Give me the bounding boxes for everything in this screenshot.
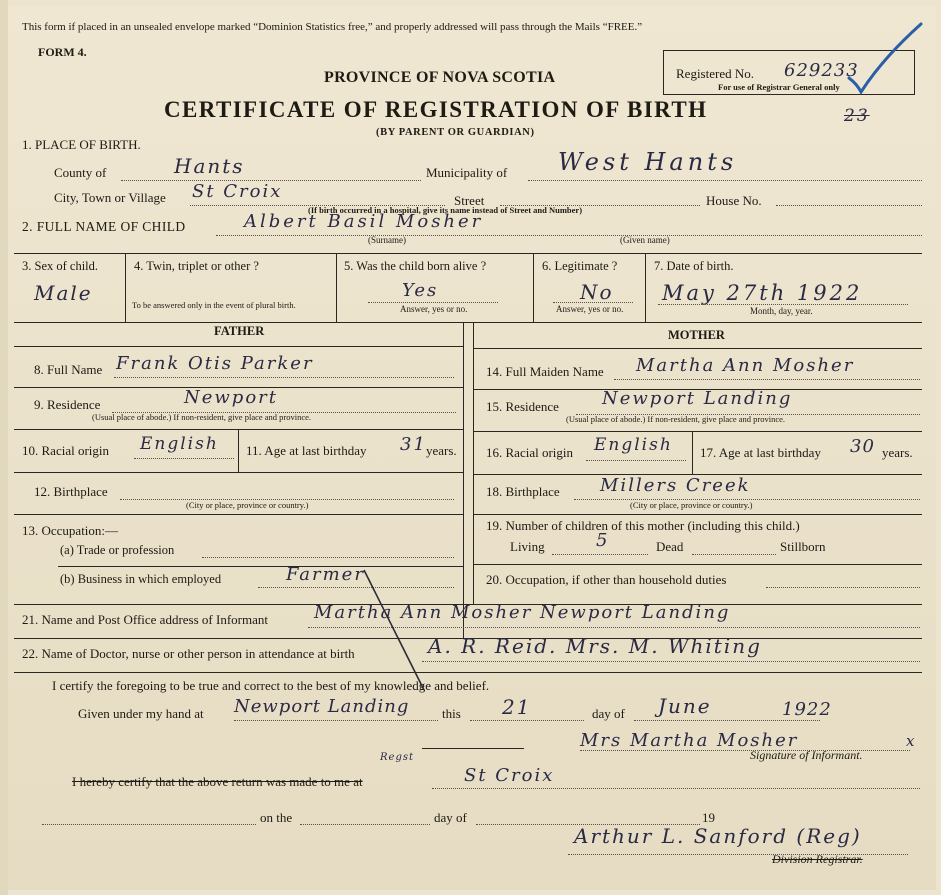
- given-place-line: [234, 720, 438, 721]
- mother-residence-value: Newport Landing: [602, 388, 793, 409]
- twin-label: 4. Twin, triplet or other ?: [134, 259, 259, 273]
- registrar-certify-text: I hereby certify that the above return was made to me at: [72, 774, 363, 789]
- father-heading-rule: [14, 346, 463, 347]
- twin-note: To be answered only in the event of plural birth.: [132, 300, 296, 310]
- father-rule-3: [14, 472, 463, 473]
- registrar-note: For use of Registrar General only: [718, 82, 840, 92]
- father-rule-4: [14, 514, 463, 515]
- legitimate-label: 6. Legitimate ?: [542, 259, 618, 273]
- father-name-line: [114, 377, 454, 378]
- doctor-label: 22. Name of Doctor, nurse or other person in attendance at birth: [22, 646, 355, 661]
- mother-rule-2: [473, 431, 922, 432]
- col-divider-1: [125, 253, 126, 322]
- on-the-line: [300, 824, 430, 825]
- father-right-border: [463, 322, 464, 638]
- sex-label: 3. Sex of child.: [22, 259, 99, 273]
- certificate-title: CERTIFICATE OF REGISTRATION OF BIRTH: [164, 97, 708, 122]
- child-name-label: 2. FULL NAME OF CHILD: [22, 219, 186, 234]
- municipality-value: West Hants: [558, 148, 738, 176]
- father-residence-label: 9. Residence: [34, 397, 101, 412]
- form-number: FORM 4.: [38, 45, 87, 59]
- registered-number: 629233: [784, 60, 859, 81]
- legitimate-line: [553, 302, 633, 303]
- informant-value: Martha Ann Mosher Newport Landing: [314, 602, 731, 623]
- legitimate-note: Answer, yes or no.: [556, 304, 624, 314]
- father-trade-line: [202, 557, 454, 558]
- this-label: this: [442, 706, 461, 721]
- date-note: Month, day, year.: [750, 306, 813, 316]
- mother-dead-line: [692, 554, 776, 555]
- day-value: 21: [502, 695, 532, 719]
- mother-rule-4: [473, 514, 922, 515]
- mother-heading: MOTHER: [668, 328, 725, 342]
- mother-name-value: Martha Ann Mosher: [636, 355, 855, 376]
- on-the-label: on the: [260, 810, 293, 825]
- child-name-line: [216, 235, 922, 236]
- mother-residence-label: 15. Residence: [486, 399, 559, 414]
- mother-racial-label: 16. Racial origin: [486, 445, 574, 460]
- legitimate-value: No: [580, 280, 614, 304]
- doctor-bottom-rule: [14, 672, 922, 673]
- birth-certificate-form: [8, 6, 936, 890]
- col-divider-3: [533, 253, 534, 322]
- mother-birthplace-label: 18. Birthplace: [486, 484, 560, 499]
- mother-years-label: years.: [882, 445, 913, 460]
- alive-label: 5. Was the child born alive ?: [344, 259, 487, 273]
- mother-left-border: [473, 322, 474, 605]
- informant-label: 21. Name and Post Office address of Informant: [22, 612, 268, 627]
- given-label: Given under my hand at: [78, 706, 204, 721]
- father-racial-value: English: [140, 434, 219, 454]
- municipality-line: [528, 180, 922, 181]
- mother-living-value: 5: [596, 530, 610, 551]
- mother-age-value: 30: [850, 436, 875, 457]
- alive-note: Answer, yes or no.: [400, 304, 468, 314]
- county-value: Hants: [174, 154, 245, 178]
- mother-children-label: 19. Number of children of this mother (including this child.): [486, 518, 800, 533]
- signature-label: Signature of Informant.: [750, 748, 863, 762]
- mother-birthplace-value: Millers Creek: [600, 475, 751, 496]
- house-line: [776, 205, 922, 206]
- mother-age-label: 17. Age at last birthday: [700, 445, 821, 460]
- pen-stroke-mark: [360, 566, 430, 696]
- city-value: St Croix: [192, 181, 283, 202]
- row-3-bottom-rule: [14, 322, 922, 323]
- mother-stillborn-label: Stillborn: [780, 539, 826, 554]
- registered-label: Registered No.: [676, 66, 754, 81]
- registrar-signature: Arthur L. Sanford (Reg): [574, 824, 862, 848]
- doctor-line: [422, 661, 920, 662]
- certificate-subtitle: (BY PARENT OR GUARDIAN): [376, 127, 535, 138]
- day-of-label-2: day of: [434, 810, 467, 825]
- city-label: City, Town or Village: [54, 190, 166, 205]
- margin-number: 23: [844, 106, 870, 126]
- row-3-top-rule: [14, 253, 922, 254]
- checkmark-icon: [843, 18, 923, 96]
- alive-value: Yes: [402, 280, 439, 301]
- father-name-label: 8. Full Name: [34, 362, 103, 377]
- child-name-value: Albert Basil Mosher: [244, 211, 484, 232]
- short-signature-rule: [422, 748, 524, 749]
- left-margin-strip: [0, 0, 8, 895]
- month-value: June: [658, 694, 712, 718]
- father-business-label: (b) Business in which employed: [60, 572, 222, 586]
- mother-rule-5: [473, 564, 922, 565]
- mother-occupation-line: [766, 587, 920, 588]
- col-divider-2: [336, 253, 337, 322]
- father-age-label: 11. Age at last birthday: [246, 443, 367, 458]
- year-prefix: 19: [702, 810, 715, 825]
- col-divider-4: [645, 253, 646, 322]
- date-value: May 27th 1922: [662, 281, 863, 305]
- given-place-value: Newport Landing: [234, 696, 410, 717]
- month-line: [634, 720, 820, 721]
- mother-residence-note: (Usual place of abode.) If non-resident, give place and province.: [566, 414, 786, 424]
- father-trade-label: (a) Trade or profession: [60, 543, 175, 557]
- father-name-value: Frank Otis Parker: [116, 353, 314, 374]
- father-heading: FATHER: [214, 324, 265, 338]
- sex-value: Male: [34, 281, 93, 305]
- mother-living-label: Living: [510, 539, 545, 554]
- day-line: [470, 720, 584, 721]
- father-age-divider: [238, 429, 239, 472]
- date-line: [658, 304, 908, 305]
- mother-birthplace-note: (City or place, province or country.): [630, 500, 753, 510]
- father-age-value: 31: [400, 434, 427, 455]
- father-racial-label: 10. Racial origin: [22, 443, 110, 458]
- mother-dead-label: Dead: [656, 539, 684, 554]
- father-birthplace-note: (City or place, province or country.): [186, 500, 309, 510]
- day-of-label: day of: [592, 706, 625, 721]
- on-the-lead-line: [42, 824, 256, 825]
- division-registrar-label: Division Registrar.: [772, 852, 863, 866]
- registrar-place-value: St Croix: [464, 765, 555, 786]
- mother-racial-line: [586, 460, 686, 461]
- place-of-birth-label: 1. PLACE OF BIRTH.: [22, 137, 141, 152]
- informant-signature: Mrs Martha Mosher: [580, 730, 799, 751]
- province-heading: PROVINCE OF NOVA SCOTIA: [324, 69, 556, 86]
- registrar-insert: Regst: [380, 752, 414, 763]
- mother-occupation-label: 20. Occupation, if other than household duties: [486, 572, 727, 587]
- year-value: 1922: [782, 699, 832, 720]
- father-occupation-label: 13. Occupation:—: [22, 523, 119, 538]
- mother-racial-value: English: [594, 435, 673, 455]
- father-residence-value: Newport: [184, 387, 279, 408]
- mother-name-line: [614, 379, 920, 380]
- mother-living-line: [552, 554, 648, 555]
- date-label: 7. Date of birth.: [654, 259, 734, 273]
- doctor-value: A. R. Reid. Mrs. M. Whiting: [428, 634, 762, 658]
- county-label: County of: [54, 165, 107, 180]
- certify-text: I certify the foregoing to be true and correct to the best of my knowledge and belief.: [52, 678, 490, 693]
- hospital-note: (If birth occurred in a hospital, give its name instead of Street and Number): [308, 205, 583, 215]
- mother-age-divider: [692, 431, 693, 474]
- street-label: Street: [454, 193, 485, 208]
- mother-name-label: 14. Full Maiden Name: [486, 364, 604, 379]
- surname-note: (Surname): [368, 235, 406, 245]
- father-business-value: Farmer: [286, 564, 365, 585]
- signature-mark: x: [906, 732, 917, 750]
- municipality-label: Municipality of: [426, 165, 508, 180]
- given-name-note: (Given name): [620, 235, 670, 245]
- house-label: House No.: [706, 193, 762, 208]
- father-birthplace-label: 12. Birthplace: [34, 484, 108, 499]
- father-racial-line: [134, 458, 234, 459]
- alive-line: [368, 302, 498, 303]
- mother-heading-rule: [473, 348, 922, 349]
- mailing-notice: This form if placed in an unsealed envelope marked “Dominion Statistics free,” and properly addressed will pass through the Mails “FREE.”: [22, 21, 643, 33]
- father-residence-note: (Usual place of abode.) If non-resident, give place and province.: [92, 412, 312, 422]
- father-years-label: years.: [426, 443, 457, 458]
- registrar-place-line: [432, 788, 920, 789]
